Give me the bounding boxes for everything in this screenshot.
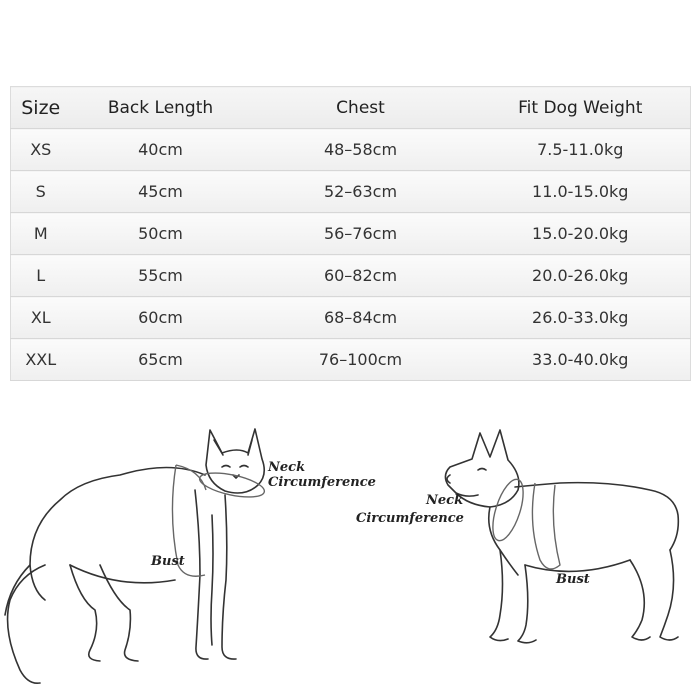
cell-weight: 26.0-33.0kg — [471, 297, 691, 339]
cell-chest: 60–82cm — [251, 255, 471, 297]
dog-neck-label-line2: Circumference — [356, 511, 464, 526]
cell-chest: 48–58cm — [251, 129, 471, 171]
cell-size: L — [11, 255, 71, 297]
cell-size: XL — [11, 297, 71, 339]
cat-neck-label-line1: Neck — [268, 460, 306, 475]
dog-neck-label-line1: Neck — [426, 493, 464, 508]
cat-neck-label-line2: Circumference — [268, 475, 376, 490]
cat-measurement-figure — [0, 415, 376, 700]
table-row — [11, 297, 691, 339]
header-chest: Chest — [251, 87, 471, 129]
dog-outline-illustration — [350, 415, 700, 700]
cell-size: M — [11, 213, 71, 255]
cell-size: XXL — [11, 339, 71, 381]
cell-back-length: 65cm — [71, 339, 251, 381]
cell-weight: 20.0-26.0kg — [471, 255, 691, 297]
table-row — [11, 213, 691, 255]
cell-chest: 56–76cm — [251, 213, 471, 255]
cell-back-length: 40cm — [71, 129, 251, 171]
cell-size: S — [11, 171, 71, 213]
cell-chest: 52–63cm — [251, 171, 471, 213]
cell-weight: 33.0-40.0kg — [471, 339, 691, 381]
cell-weight: 11.0-15.0kg — [471, 171, 691, 213]
header-size: Size — [11, 87, 71, 129]
table-header-row — [11, 87, 691, 129]
table-row — [11, 255, 691, 297]
cat-bust-label: Bust — [151, 554, 185, 569]
dog-measurement-figure — [350, 415, 700, 700]
cell-chest: 76–100cm — [251, 339, 471, 381]
header-fit-dog-weight: Fit Dog Weight — [471, 87, 691, 129]
table-row — [11, 339, 691, 381]
header-back-length: Back Length — [71, 87, 251, 129]
table-row — [11, 171, 691, 213]
cell-back-length: 60cm — [71, 297, 251, 339]
cell-chest: 68–84cm — [251, 297, 471, 339]
dog-bust-label: Bust — [556, 572, 590, 587]
cell-size: XS — [11, 129, 71, 171]
table-row — [11, 129, 691, 171]
cell-back-length: 50cm — [71, 213, 251, 255]
cell-weight: 7.5-11.0kg — [471, 129, 691, 171]
cell-back-length: 45cm — [71, 171, 251, 213]
cell-back-length: 55cm — [71, 255, 251, 297]
cell-weight: 15.0-20.0kg — [471, 213, 691, 255]
size-chart-table — [10, 86, 691, 381]
